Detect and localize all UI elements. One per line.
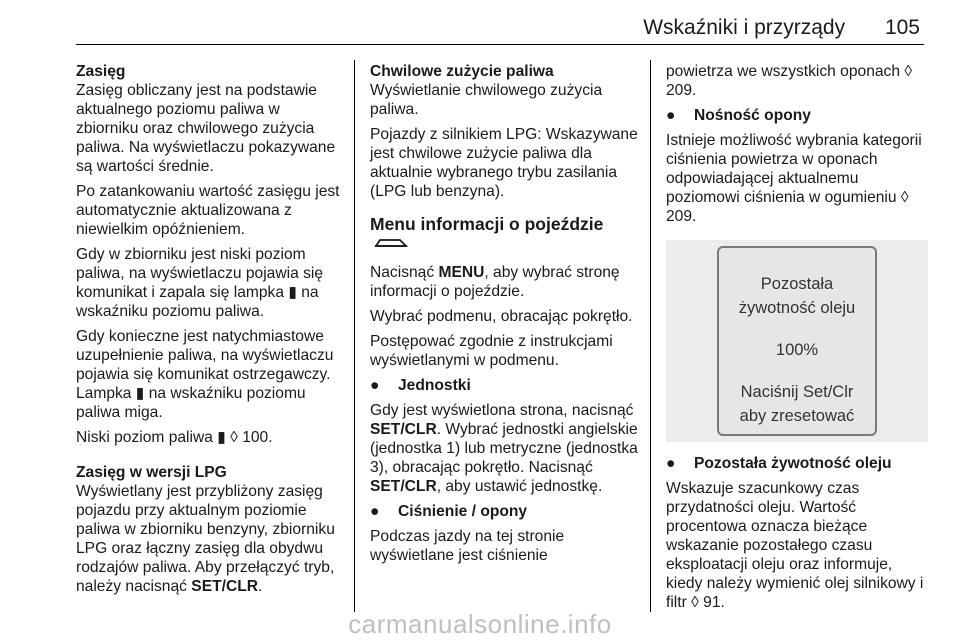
paragraph: Zasięg obliczany jest na podstawie aktualnego poziomu paliwa w zbiorniku oraz chwilowego zużycia paliwa. Na wyświetlaczu pokazywane są wartości średnie. [76,82,336,175]
list-item: ● Ciśnienie / opony [370,503,528,520]
list-item: ● Nośność opony [666,107,811,124]
paragraph: Wyświetlany jest przybliżony zasięg pojazdu przy aktualnym poziomie paliwa w zbiorniku benzyny, zbiorniku LPG oraz łączny zasięg dla obydwu rodzajów paliwa. Aby przełączyć tryb, należy nacisnąć SET/CLR. [76,483,335,595]
watermark: carmanualsonline.info [348,609,612,639]
paragraph: Podczas jazdy na tej stronie wyświetlane jest ciśnienie [370,528,565,564]
column-2 [370,62,642,571]
paragraph: powietrza we wszystkich oponach ◊ 209. [666,63,913,99]
paragraph: Pojazdy z silnikiem LPG: Wskazywane jest chwilowe zużycie paliwa dla aktualnie wybranego trybu zasilania (LPG lub benzyna). [370,126,638,200]
page-header [643,16,920,40]
column-divider [354,60,355,612]
paragraph: Nacisnąć MENU, aby wybrać stronę informacji o pojeździe. [370,264,620,300]
paragraph: Istnieje możliwość wybrania kategorii ciśnienia powietrza w oponach odpowiadającej aktualnemu poziomowi ciśnienia w ogumieniu ◊ 209. [666,132,922,225]
paragraph: Gdy w zbiorniku jest niski poziom paliwa, na wyświetlaczu pojawia się komunikat i zapala się lampka ▮ na wskaźniku poziomu paliwa. [76,246,324,320]
paragraph: Postępować zgodnie z instrukcjami wyświetlanymi w podmenu. [370,333,613,369]
heading-lpg-range: Zasięg w wersji LPG [76,464,227,481]
column-divider [650,60,651,612]
heading-range: Zasięg [76,63,126,80]
paragraph: Gdy konieczne jest natychmiastowe uzupełnienie paliwa, na wyświetlaczu pojawia się komunikat ostrzegawczy. Lampka ▮ na wskaźniku poziomu paliwa miga. [76,328,334,421]
paragraph: Gdy jest wyświetlona strona, nacisnąć SET/CLR. Wybrać jednostki angielskie (jednostka 1) lub metryczne (jednostka 3), obracając pokrętło. Nacisnąć SET/CLR, aby ustawić jednostkę. [370,402,638,495]
column-1 [76,62,344,602]
paragraph: Po zatankowaniu wartość zasięgu jest automatycznie aktualizowana z niewielkim opóźnieniem. [76,183,340,238]
paragraph: Wskazuje szacunkowy czas przydatności oleju. Wartość procentowa oznacza bieżące wskazanie pozostałego czasu eksploatacji oleju oraz informuje, kiedy należy wymienić olej silnikowy i filtr ◊ 91. [666,480,924,611]
header-rule [76,44,924,45]
section-heading: Menu informacji o pojeździe [370,215,642,253]
display-illustration [666,240,928,442]
car-icon [374,236,408,250]
paragraph: Niski poziom paliwa ▮ ◊ 100. [76,429,273,446]
heading-instant-consumption: Chwilowe zużycie paliwa [370,63,554,80]
column-3 [666,62,928,618]
list-item: ● Pozostała żywotność oleju [666,455,892,472]
paragraph: Wyświetlanie chwilowego zużycia paliwa. [370,82,603,118]
page-number: 105 [884,16,920,39]
paragraph: Wybrać podmenu, obracając pokrętło. [370,308,633,325]
list-item: ● Jednostki [370,377,471,394]
header-title: Wskaźniki i przyrządy [643,16,846,39]
display-screen: Pozostała żywotność oleju 100% Naciśnij Set/Clr aby zresetować [717,246,877,436]
